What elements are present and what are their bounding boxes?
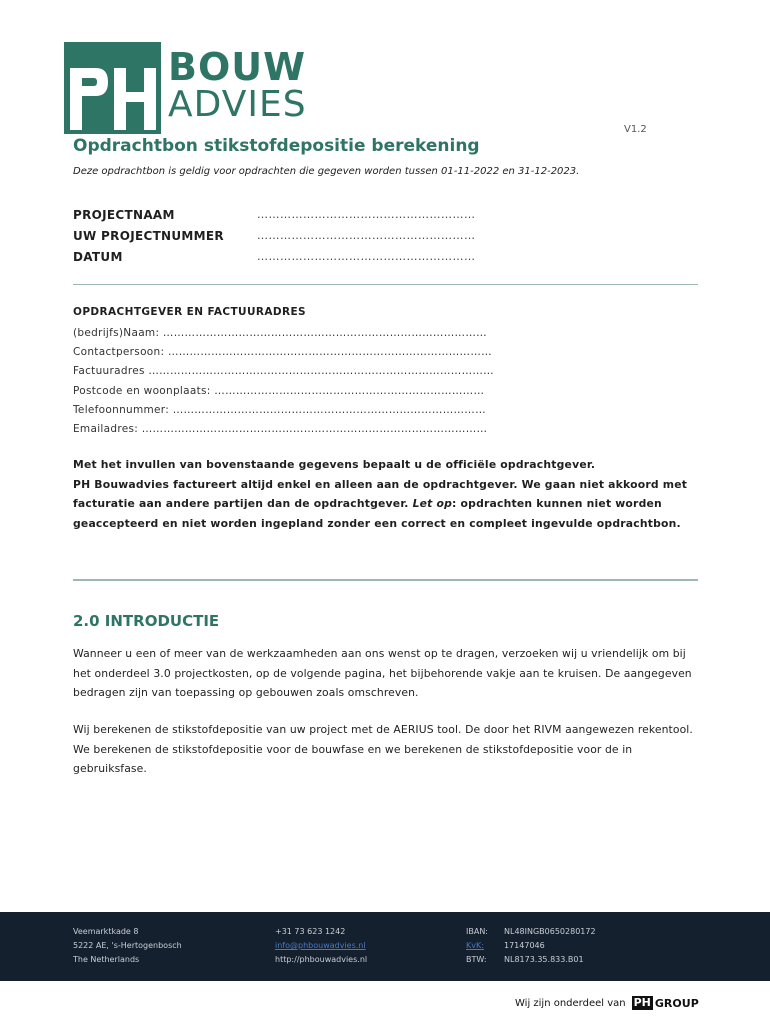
footer-value-kvk: 17147046 (504, 941, 545, 950)
footer-phone[interactable]: +31 73 623 1242 (275, 927, 346, 936)
logo-wordmark (168, 45, 307, 125)
footer-value-iban: NL48INGB0650280172 (504, 927, 596, 936)
field-label: PROJECTNAAM (73, 207, 175, 222)
divider (73, 284, 698, 285)
client-section (73, 306, 494, 439)
field-projectnaam (73, 204, 476, 225)
client-field-email[interactable]: Emailadres: …………………………………………………………………………………… (73, 422, 488, 435)
notice-let-op: Let op (412, 497, 453, 510)
notice-text-b: : opdrachten kunnen niet worden geaccepteerd en niet worden ingepland zonder een correct en compleet ingevulde opdrachtbon. (73, 497, 681, 530)
section-title-introductie: 2.0 INTRODUCTIE (73, 612, 220, 630)
address-line: Veemarktkade 8 (73, 927, 139, 936)
notice-text-a: PH Bouwadvies factureert altijd enkel en alleen aan de opdrachtgever. We gaan niet akkoord met facturatie aan andere partijen dan de opdrachtgever. (73, 477, 688, 510)
logo-mark (64, 42, 161, 134)
client-field-telefoon[interactable]: Telefoonnummer: …………………………………………………………………………… (73, 403, 486, 416)
intro-paragraph-1: Wanneer u een of meer van de werkzaamheden aan ons wenst op te dragen, verzoeken wij u vriendelijk om bij het onderdeel 3.0 projectkosten, op de volgende pagina, het bijbehorende vakje aan te kruisen. De aangegeven bedragen zijn van toepassing op gebouwen zoals omschreven. (73, 647, 692, 699)
client-field-naam[interactable]: (bedrijfs)Naam: ……………………………………………………………………………… (73, 327, 487, 339)
client-field-contactpersoon[interactable]: Contactpersoon: ……………………………………………………………………………… (73, 346, 492, 359)
field-datum (73, 246, 476, 267)
ph-group-note (515, 996, 699, 1010)
client-field-factuuradres[interactable]: Factuuradres …………………………………………………………………………………… (73, 365, 494, 378)
footer-contact (275, 925, 367, 967)
footer (0, 912, 770, 981)
notice-line2 (73, 475, 703, 534)
ph-group-name: GROUP (654, 996, 699, 1010)
validity-note: Deze opdrachtbon is geldig voor opdrachten die gegeven worden tussen 01-11-2022 en 31-12-2023. (73, 166, 580, 177)
ph-logo-icon (64, 42, 161, 134)
ph-group-logo (632, 996, 699, 1010)
footer-label-kvk[interactable]: KvK: (466, 941, 484, 950)
intro-paragraph-2: Wij berekenen de stikstofdepositie van uw project met de AERIUS tool. De door het RIVM aangewezen rekentool. We berekenen de stikstofdepositie voor de bouwfase en we berekenen de stikstofdepositie voor de in gebruiksfase. (73, 723, 693, 775)
logo-line-bouw: BOUW (168, 45, 307, 89)
footer-values (504, 925, 596, 967)
version-label: V1.2 (624, 124, 647, 135)
client-field-postcode[interactable]: Postcode en woonplaats: ………………………………………………………………… (73, 384, 485, 397)
page-title: Opdrachtbon stikstofdepositie berekening (73, 136, 480, 156)
notice-line1: Met het invullen van bovenstaande gegevens bepaalt u de officiële opdrachtgever. (73, 458, 596, 471)
field-label: UW PROJECTNUMMER (73, 228, 224, 243)
address-line: 5222 AE, 's-Hertogenbosch (73, 941, 182, 950)
logo-line-advies: ADVIES (168, 84, 307, 125)
field-label: DATUM (73, 249, 123, 264)
field-projectnummer (73, 225, 476, 246)
client-heading: OPDRACHTGEVER EN FACTUURADRES (73, 306, 307, 318)
footer-website-link[interactable]: http://phbouwadvies.nl (275, 955, 368, 964)
project-fields (73, 204, 476, 267)
footer-label-btw: BTW: (466, 955, 487, 964)
field-input-dots[interactable]: ………………………………………………… (257, 208, 476, 221)
field-input-dots[interactable]: ………………………………………………… (257, 229, 476, 242)
group-text: Wij zijn onderdeel van (515, 997, 626, 1009)
invoice-notice (73, 455, 703, 533)
address-line: The Netherlands (73, 955, 140, 964)
ph-bouwadvies-logo (64, 42, 324, 134)
footer-email-link[interactable]: info@phbouwadvies.nl (275, 941, 366, 950)
footer-address (73, 925, 182, 967)
ph-group-mark: PH (633, 996, 651, 1009)
footer-value-btw: NL8173.35.833.B01 (504, 955, 584, 964)
field-input-dots[interactable]: ………………………………………………… (257, 250, 476, 263)
footer-label-iban: IBAN: (466, 927, 488, 936)
footer-labels (466, 925, 488, 967)
divider (73, 579, 698, 581)
